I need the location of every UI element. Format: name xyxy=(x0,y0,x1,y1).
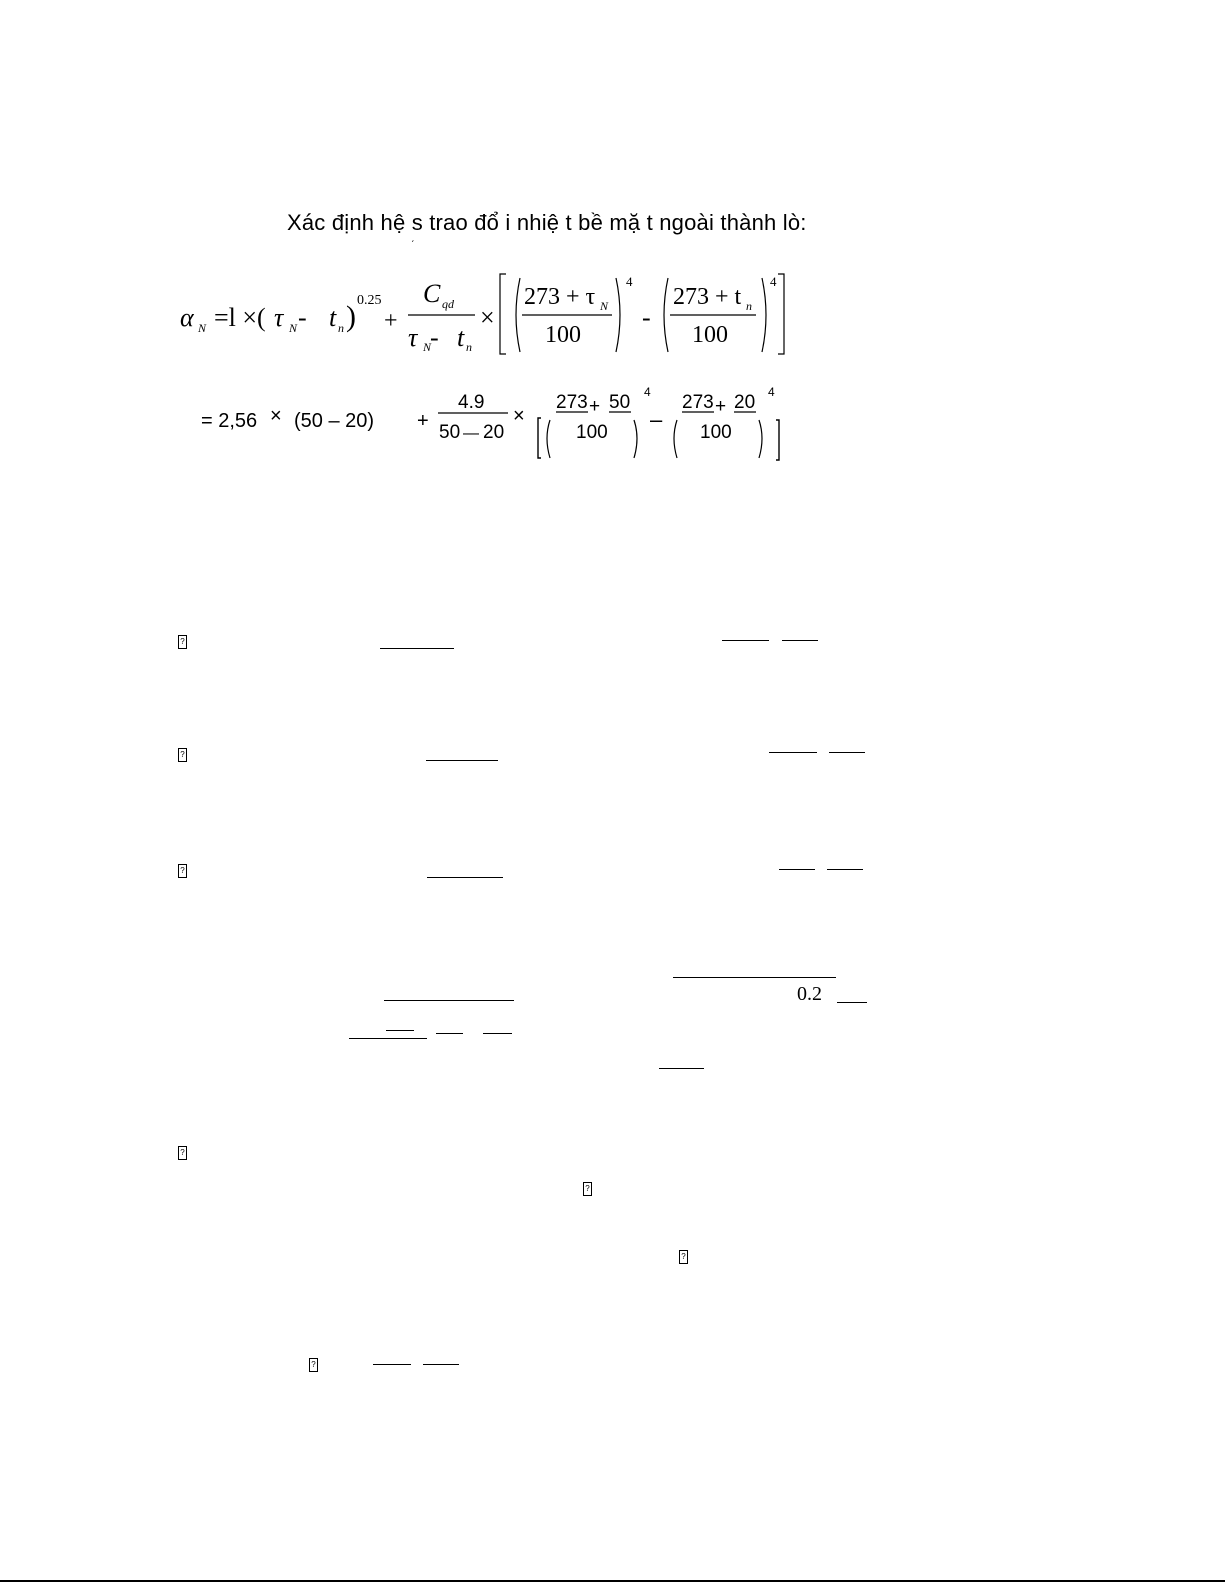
paren-right xyxy=(616,278,620,352)
fraction-rule xyxy=(436,1033,463,1034)
times-sign: × xyxy=(480,303,495,332)
frac1-num-subscript: N xyxy=(600,299,609,313)
c-symbol: C xyxy=(423,279,441,308)
f2-plus: + xyxy=(715,396,727,417)
fraction-rule xyxy=(769,752,817,753)
missing-glyph-icon: ? xyxy=(178,748,187,762)
paren-left xyxy=(547,420,550,458)
f1-den: 100 xyxy=(576,422,608,443)
fraction-rule xyxy=(386,1030,414,1031)
times-sign: × xyxy=(270,405,282,427)
mid-minus: - xyxy=(642,303,651,332)
value-label: 0.2 xyxy=(797,983,822,1005)
frac2-denominator: 100 xyxy=(692,322,728,348)
alpha-subscript: N xyxy=(198,321,207,335)
missing-glyph-icon: ? xyxy=(679,1250,688,1264)
minus-sign: - xyxy=(298,303,307,332)
fraction-rule xyxy=(827,869,863,870)
missing-glyph-icon: ? xyxy=(583,1182,592,1196)
section-heading: Xác định hệ s trao đổ i nhiệ t bề mặ t ngoài thành lò: xyxy=(287,210,807,235)
mid-minus: – xyxy=(650,407,663,432)
f1-plus: + xyxy=(589,396,601,417)
times-sign: × xyxy=(513,405,525,427)
plus-sign: + xyxy=(384,308,398,334)
tau-symbol: τ xyxy=(274,303,284,332)
t-symbol: t xyxy=(457,323,465,352)
fraction-rule xyxy=(423,1364,459,1365)
fraction-rule xyxy=(779,869,815,870)
bracket-left xyxy=(500,274,506,354)
tau-symbol: τ xyxy=(408,323,418,352)
bracket-right xyxy=(778,274,784,354)
fraction-rule xyxy=(837,1002,867,1003)
f2-b: 20 xyxy=(734,392,756,413)
fraction-rule xyxy=(384,1000,514,1001)
den-b: 20 xyxy=(483,422,505,443)
missing-glyph-icon: ? xyxy=(178,1146,187,1160)
frac1-denominator: 100 xyxy=(545,322,581,348)
page-bottom-border xyxy=(0,1580,1225,1582)
paren-left xyxy=(516,278,520,352)
den-a: 50 xyxy=(439,422,461,443)
alpha-symbol: α xyxy=(180,303,194,332)
bracket-right xyxy=(776,420,779,460)
stray-mark: ˊ xyxy=(411,240,415,251)
lead-term: = 2,56 xyxy=(201,410,258,432)
fraction-rule xyxy=(380,648,454,649)
fraction-numerator: 4.9 xyxy=(458,392,485,413)
frac2-numerator: 273 + t xyxy=(673,284,742,310)
den-minus: — xyxy=(463,425,479,442)
missing-glyph-icon: ? xyxy=(178,864,187,878)
fraction-rule xyxy=(829,752,865,753)
c-subscript: qd xyxy=(442,297,454,311)
power-4: 4 xyxy=(626,274,633,289)
fraction-rule xyxy=(722,640,769,641)
bracket-left xyxy=(538,418,541,458)
close-paren: ) xyxy=(346,300,356,333)
plus-sign: + xyxy=(417,410,429,432)
paren-left xyxy=(674,420,677,458)
t-subscript: n xyxy=(338,321,344,335)
fraction-rule xyxy=(483,1033,512,1034)
fraction-rule xyxy=(782,640,818,641)
tau-subscript: N xyxy=(289,321,298,335)
f1-a: 273 xyxy=(556,392,588,413)
power-4: 4 xyxy=(770,274,777,289)
paren-right xyxy=(634,420,637,458)
fraction-rule xyxy=(373,1364,411,1365)
frac2-num-subscript: n xyxy=(746,299,752,313)
f2-a: 273 xyxy=(682,392,714,413)
frac1-numerator: 273 + τ xyxy=(524,284,596,310)
f1-b: 50 xyxy=(609,392,631,413)
tau-subscript: N xyxy=(423,340,432,354)
minus-sign: - xyxy=(430,323,439,352)
f2-den: 100 xyxy=(700,422,732,443)
paren-left xyxy=(664,278,668,352)
fraction-rule xyxy=(349,1038,427,1039)
eq-l-times: =l ×( xyxy=(214,303,266,332)
paren-right xyxy=(759,420,762,458)
formula-numeric xyxy=(195,382,795,467)
paren-right xyxy=(762,278,766,352)
fraction-rule xyxy=(659,1068,704,1069)
fraction-rule xyxy=(426,760,498,761)
formula-symbolic xyxy=(170,268,800,363)
t-subscript: n xyxy=(466,340,472,354)
fraction-rule xyxy=(427,877,503,878)
missing-glyph-icon: ? xyxy=(178,635,187,649)
power-4: 4 xyxy=(768,385,775,399)
power-4: 4 xyxy=(644,385,651,399)
fraction-rule xyxy=(673,977,836,978)
t-symbol: t xyxy=(329,303,337,332)
paren-term: (50 – 20) xyxy=(294,410,375,432)
missing-glyph-icon: ? xyxy=(309,1358,318,1372)
exponent-025: 0.25 xyxy=(357,293,382,308)
